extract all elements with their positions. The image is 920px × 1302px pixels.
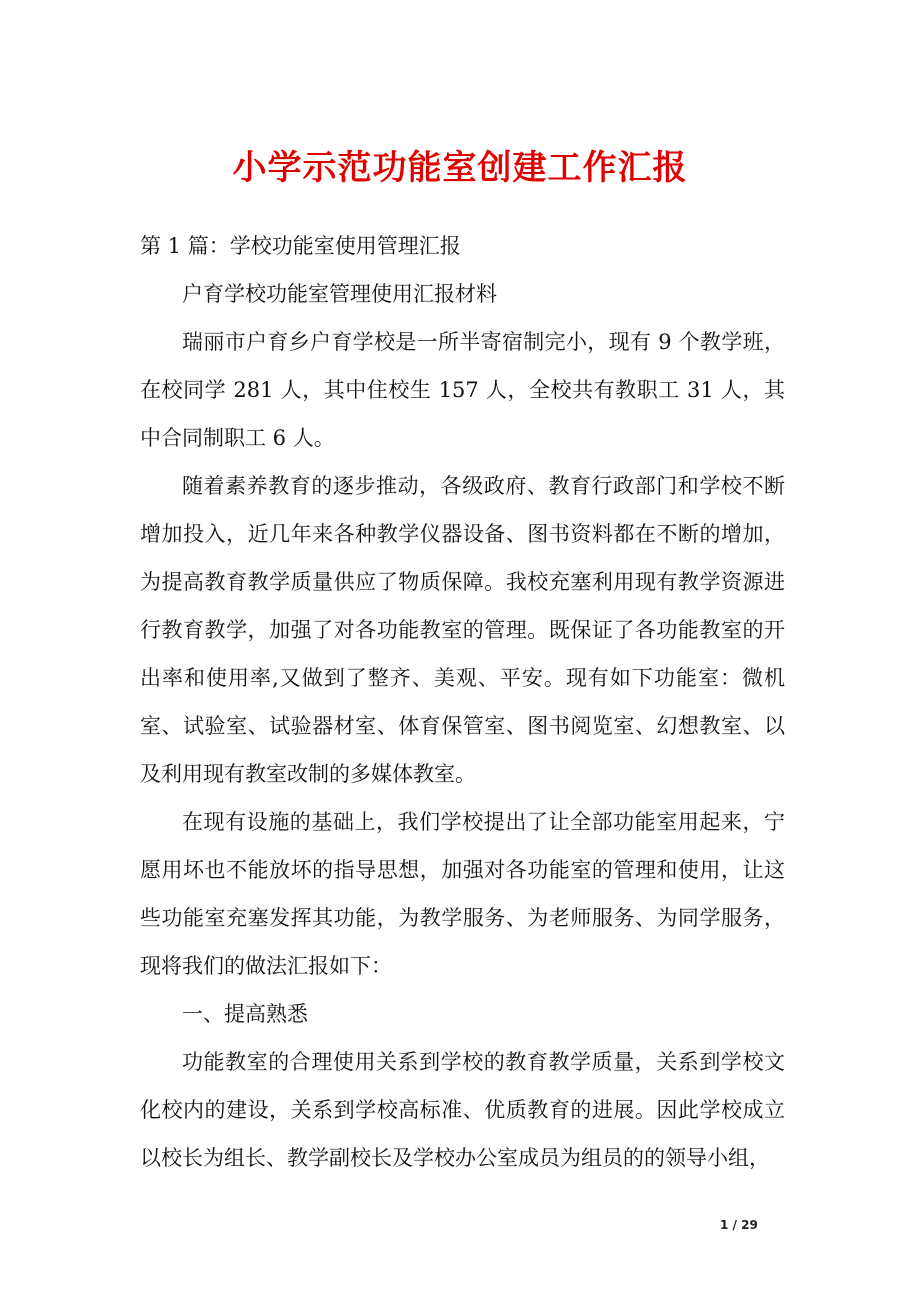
paragraph: 第 1 篇：学校功能室使用管理汇报 xyxy=(140,234,461,258)
paragraph: 功能教室的合理使用关系到学校的教育教学质量，关系到学校文化校内的建设，关系到学校高标准、优质教育的进展。因此学校成立以校长为组长、教学副校长及学校办公室成员为组员的的领导小组， xyxy=(140,1050,785,1170)
paragraph: 户育学校功能室管理使用汇报材料 xyxy=(182,282,497,306)
document-body xyxy=(140,222,785,1182)
paragraph: 瑞丽市户育乡户育学校是一所半寄宿制完小，现有 9 个教学班，在校同学 281 人，其中住校生 157 人，全校共有教职工 31 人，其中合同制职工 6 人。 xyxy=(140,330,785,450)
page-number: 1 / 29 xyxy=(720,1218,758,1232)
paragraph: 随着素养教育的逐步推动，各级政府、教育行政部门和学校不断增加投入，近几年来各种教学仪器设备、图书资料都在不断的增加，为提高教育教学质量供应了物质保障。我校充塞利用现有教学资源进行教育教学，加强了对各功能教室的管理。既保证了各功能教室的开出率和使用率,又做到了整齐、美观、平安。现有如下功能室：微机室、试验室、试验器材室、体育保管室、图书阅览室、幻想教室、以及利用现有教室改制的多媒体教室。 xyxy=(140,474,785,786)
section-heading: 一、提高熟悉 xyxy=(182,1002,308,1026)
document-title: 小学示范功能室创建工作汇报 xyxy=(232,148,688,188)
paragraph: 在现有设施的基础上，我们学校提出了让全部功能室用起来，宁愿用坏也不能放坏的指导思想，加强对各功能室的管理和使用，让这些功能室充塞发挥其功能，为教学服务、为老师服务、为同学服务，现将我们的做法汇报如下： xyxy=(140,810,785,978)
